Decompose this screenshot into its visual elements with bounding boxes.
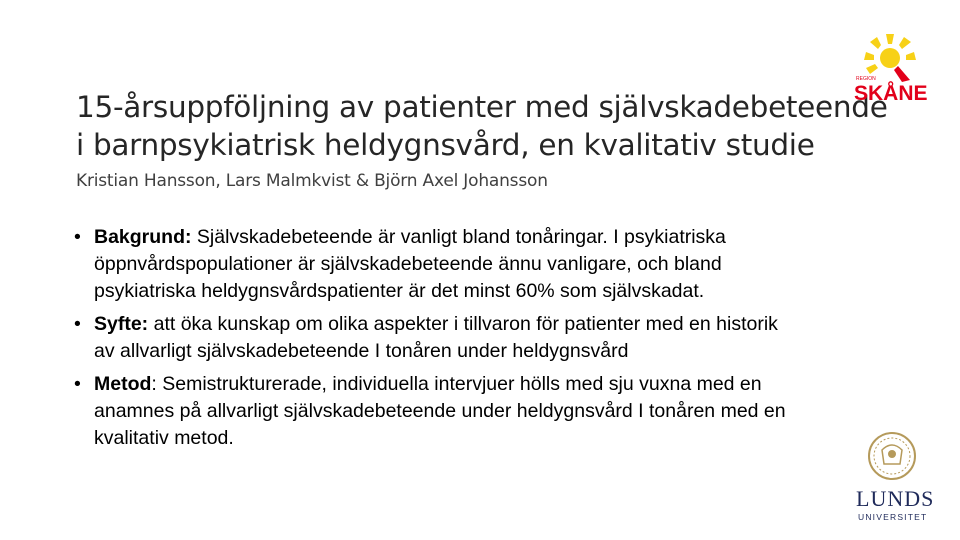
- bullet-label: Bakgrund:: [94, 226, 192, 248]
- bullet-metod: [74, 371, 894, 452]
- bullet-bakgrund: [74, 224, 894, 305]
- bullet-text: : Semistrukturerade, individuella intervjuer hölls med sju vuxna med en: [151, 373, 762, 395]
- bullet-list: [74, 224, 894, 458]
- bullet-text: Självskadebeteende är vanligt bland tonåringar. I psykiatriska: [191, 226, 726, 248]
- sun-icon: [864, 34, 916, 82]
- bullet-text: anamnes på allvarligt självskadebeteende under heldygnsvård I tonåren med en: [94, 400, 786, 422]
- title-line-2: i barnpsykiatrisk heldygnsvård, en kvalitativ studie: [76, 128, 815, 162]
- bullet-dot: •: [74, 226, 81, 248]
- authors: Kristian Hansson, Lars Malmkvist & Björn Axel Johansson: [76, 171, 548, 191]
- bullet-text: kvalitativ metod.: [94, 427, 234, 449]
- bullet-dot: •: [74, 313, 81, 335]
- slide-title: [76, 88, 888, 164]
- bullet-text: öppnvårdspopulationer är självskadebeteende ännu vanligare, och bland: [94, 253, 722, 275]
- region-skane-logo: [850, 28, 934, 106]
- university-seal-icon: [869, 433, 915, 479]
- logo-region-text: REGION: [856, 76, 876, 82]
- logo-lunds-text: LUNDS: [856, 486, 935, 511]
- bullet-syfte: [74, 311, 894, 365]
- bullet-label: Metod: [94, 373, 152, 395]
- bullet-label: Syfte:: [94, 313, 149, 335]
- logo-universitet-text: UNIVERSITET: [858, 512, 928, 522]
- bullet-text: av allvarligt självskadebeteende I tonåren under heldygnsvård: [94, 340, 629, 362]
- lunds-universitet-logo: [852, 430, 948, 526]
- bullet-text: psykiatriska heldygnsvårdspatienter är det minst 60% som självskadat.: [94, 280, 705, 302]
- title-line-1: 15-årsuppföljning av patienter med självskadebeteende: [76, 90, 888, 124]
- logo-skane-text: SKÅNE: [854, 82, 928, 105]
- bullet-dot: •: [74, 373, 81, 395]
- bullet-text: att öka kunskap om olika aspekter i tillvaron för patienter med en historik: [148, 313, 778, 335]
